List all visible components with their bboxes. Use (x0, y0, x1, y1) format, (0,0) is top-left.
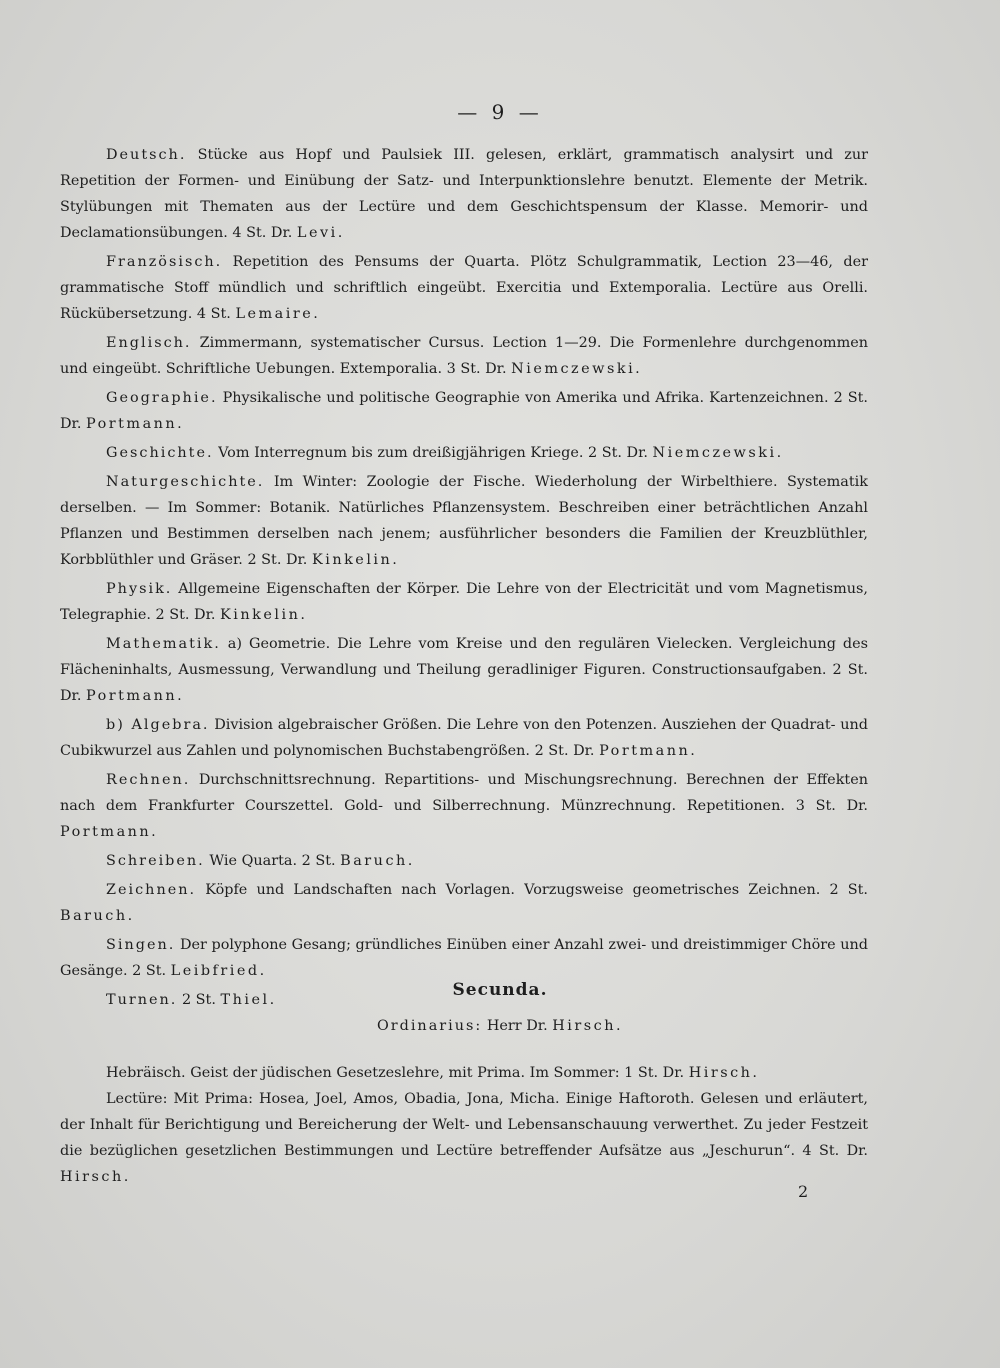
subject-label: Englisch. (106, 335, 192, 351)
teacher-name: Baruch. (60, 908, 135, 924)
entry-mathematik (60, 631, 868, 709)
section-title: Secunda. (452, 980, 548, 1000)
entry-text: Vom Interregnum bis zum dreißigjährigen Kriege. 2 St. Dr. (218, 445, 648, 461)
subject-label: Geschichte. (106, 445, 214, 461)
ordinarius-label: Ordinarius: (376, 1018, 483, 1034)
teacher-name: Niemczewski. (511, 361, 643, 377)
entry-text: a) Geometrie. Die Lehre vom Kreise und den regulären Vielecken. Vergleichung des Flächeninhalts, Ausmessung, Verwandlung und Theilung geradliniger Figuren. Constructionsaufgaben. 2 St. Dr. (60, 636, 868, 704)
entry-text: Köpfe und Landschaften nach Vorlagen. Vorzugsweise geometrisches Zeichnen. 2 St. (205, 882, 869, 898)
subject-label: Mathematik. (106, 636, 221, 652)
teacher-name: Thiel. (220, 992, 277, 1008)
teacher-name: Niemczewski. (652, 445, 784, 461)
entry-text: Wie Quarta. 2 St. (209, 853, 336, 869)
subject-label: Hebräisch. (106, 1065, 186, 1081)
entry-text: Allgemeine Eigenschaften der Körper. Die Lehre von der Electricität und vom Magnetismus, Telegraphie. 2 St. Dr. (60, 581, 869, 623)
entry-lectuere (60, 1086, 868, 1190)
entry-geographie (60, 385, 868, 437)
entry-text: Physikalische und politische Geographie von Amerika und Afrika. Kartenzeichnen. 2 St. Dr. (60, 390, 868, 432)
subject-label: Deutsch. (106, 147, 187, 163)
subject-label: Singen. (106, 937, 176, 953)
entry-text: Stücke aus Hopf und Paulsiek III. gelesen, erklärt, grammatisch analysirt und zur Repetition der Formen- und Einübung der Satz- und Interpunktionslehre benutzt. Elemente der Metrik. Stylübungen mit Thematen aus der Lectüre und dem Geschichtspensum der Klasse. Memorir- und Declamationsübungen. 4 St. Dr. (60, 147, 869, 241)
entry-text: Geist der jüdischen Gesetzeslehre, mit Prima. Im Sommer: 1 St. Dr. (190, 1065, 685, 1081)
entry-zeichnen (60, 877, 868, 929)
subject-label: Naturgeschichte. (106, 474, 265, 490)
entry-text: Repetition des Pensums der Quarta. Plötz Schulgrammatik, Lection 23—46, der grammatische Stoff mündlich und schriftlich eingeübt. Exercitia und Extemporalia. Lectüre aus Orelli. Rückübersetzung. 4 St. (60, 254, 868, 322)
teacher-name: Kinkelin. (311, 552, 400, 568)
entry-rechnen (60, 767, 868, 845)
page-number: — 9 — (457, 100, 543, 124)
entry-physik (60, 576, 868, 628)
teacher-name: Portmann. (86, 688, 185, 704)
teacher-name: Kinkelin. (220, 607, 308, 623)
subject-label: Geographie. (106, 390, 218, 406)
ordinarius-text: Herr Dr. (486, 1018, 548, 1034)
subject-label: Französisch. (106, 254, 223, 270)
teacher-name: Baruch. (340, 853, 415, 869)
entry-singen (60, 932, 868, 984)
signature-mark: 2 (798, 1182, 809, 1201)
entry-geschichte (60, 440, 868, 466)
entry-deutsch (60, 142, 868, 246)
entry-text: Mit Prima: Hosea, Joel, Amos, Obadia, Jona, Micha. Einige Haftoroth. Gelesen und erläutert, der Inhalt für Berichtigung und Bereicherung der Welt- und Lebensanschauung verwerthet. Zu jeder Festzeit die bezüglichen gesetzlichen Bestimmungen und Lectüre betreffender Aufsätze aus „Jeschurun“. 4 St. Dr. (60, 1091, 869, 1159)
subject-label: Schreiben. (106, 853, 205, 869)
teacher-name: Lemaire. (235, 306, 321, 322)
ordinarius-line (0, 1018, 1000, 1034)
entry-algebra (60, 712, 868, 764)
subject-label: Turnen. (106, 992, 178, 1008)
entry-naturgeschichte (60, 469, 868, 573)
subject-label: Rechnen. (106, 772, 191, 788)
teacher-name: Hirsch. (688, 1065, 760, 1081)
entry-franzoesisch (60, 249, 868, 327)
entry-text: Division algebraischer Größen. Die Lehre von den Potenzen. Ausziehen der Quadrat- und Cubikwurzel aus Zahlen und polynomischen Buchstabengrößen. 2 St. Dr. (60, 717, 868, 759)
teacher-name: Levi. (296, 225, 345, 241)
entry-englisch (60, 330, 868, 382)
entry-hebraeisch (60, 1060, 868, 1086)
curriculum-text (60, 142, 868, 1016)
teacher-name: Portmann. (599, 743, 698, 759)
entry-text: Zimmermann, systematischer Cursus. Lection 1—29. Die Formenlehre durchgenommen und eingeübt. Schriftliche Uebungen. Extemporalia. 3 St. Dr. (60, 335, 869, 377)
entry-text: Durchschnittsrechnung. Repartitions- und Mischungsrechnung. Berechnen der Effekten nach dem Frankfurter Courszettel. Gold- und Silberrechnung. Münzrechnung. Repetitionen. 3 St. Dr. (60, 772, 868, 814)
entry-text: Der polyphone Gesang; gründliches Einüben einer Anzahl zwei- und dreistimmiger Chöre und Gesänge. 2 St. (60, 937, 869, 979)
subject-label: Zeichnen. (106, 882, 197, 898)
ordinarius-name: Hirsch. (552, 1018, 624, 1034)
teacher-name: Leibfried. (170, 963, 267, 979)
entry-text: 2 St. (181, 992, 216, 1008)
secunda-text (60, 1060, 868, 1190)
subject-label: Physik. (106, 581, 173, 597)
teacher-name: Portmann. (60, 824, 159, 840)
entry-schreiben (60, 848, 868, 874)
teacher-name: Portmann. (86, 416, 185, 432)
subject-label: Lectüre: (106, 1091, 168, 1107)
entry-text: Im Winter: Zoologie der Fische. Wiederholung der Wirbelthiere. Systematik derselben. — Im Sommer: Botanik. Natürliches Pflanzensystem. Beschreiben einer beträchtlichen Anzahl Pflanzen und Bestimmen derselben nach jenem; ausführlicher besonders die Familien der Kreuzblüthler, Korbblüthler und Gräser. 2 St. Dr. (60, 474, 868, 568)
subject-label: b) Algebra. (106, 717, 210, 733)
teacher-name: Hirsch. (60, 1169, 131, 1185)
